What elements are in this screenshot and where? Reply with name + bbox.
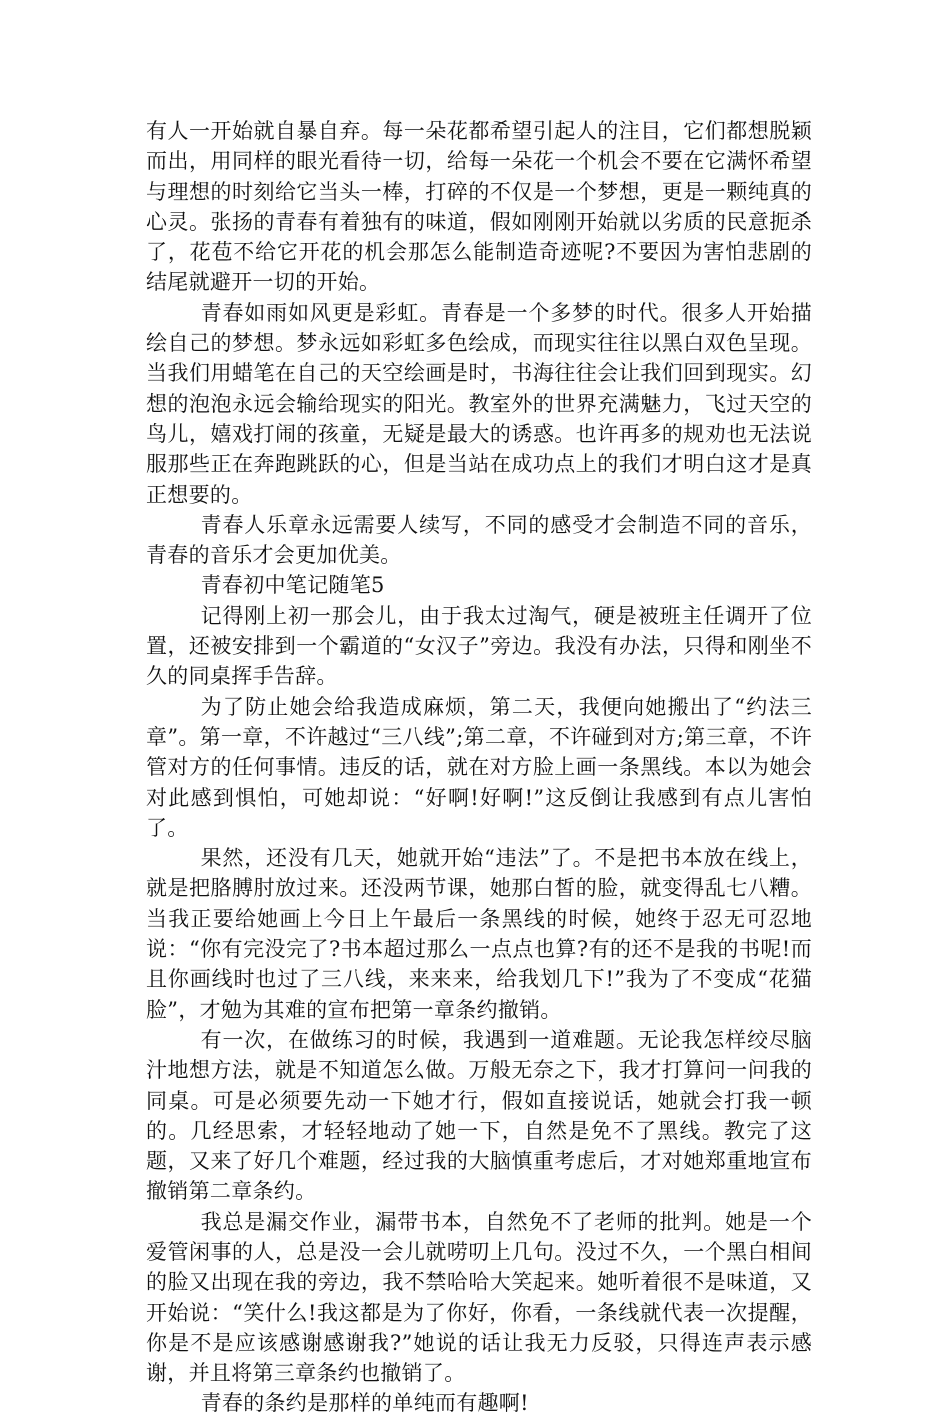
paragraph-three-rules: 为了防止她会给我造成麻烦，第二天，我便向她搬出了“约法三章”。第一章，不许越过“三八线”;第二章，不许碰到对方;第三章，不许管对方的任何事情。违反的话，就在对方脸上画一条黑线。本以为她会对此感到惧怕，可她却说：“好啊!好啊!”这反倒让我感到有点儿害怕了。: [146, 694, 812, 840]
paragraph-hard-question: 有一次，在做练习的时候，我遇到一道难题。无论我怎样绞尽脑汁地想方法，就是不知道怎么做。万般无奈之下，我才打算问一问我的同桌。可是必须要先动一下她才行，假如直接说话，她就会打我一顿的。几经思索，才轻轻地动了她一下，自然是免不了黑线。教完了这题，又来了好几个难题，经过我的大脑慎重考虑后，才对她郑重地宣布撤销第二章条约。: [146, 1027, 812, 1204]
paragraph-continuation: 有人一开始就自暴自弃。每一朵花都希望引起人的注目，它们都想脱颖而出，用同样的眼光看待一切，给每一朵花一个机会不要在它满怀希望与理想的时刻给它当头一棒，打碎的不仅是一个梦想，更是一颗纯真的心灵。张扬的青春有着独有的味道，假如刚刚开始就以劣质的民意扼杀了，花苞不给它开花的机会那怎么能制造奇迹呢?不要因为害怕悲剧的结尾就避开一切的开始。: [146, 119, 812, 295]
section-heading: 青春初中笔记随笔5: [200, 573, 385, 598]
paragraph-conclusion: 青春的条约是那样的单纯而有趣啊!: [200, 1391, 529, 1416]
paragraph-homework: 我总是漏交作业，漏带书本，自然免不了老师的批判。她是一个爱管闲事的人，总是没一会儿就唠叨上几句。没过不久，一个黑白相间的脸又出现在我的旁边，我不禁哈哈大笑起来。她听着很不是味道，又开始说：“笑什么!我这都是为了你好，你看，一条线就代表一次提醒，你是不是应该感谢感谢我?”她说的话让我无力反驳，只得连声表示感谢，并且将第三章条约也撤销了。: [146, 1209, 812, 1386]
paragraph-seat-change: 记得刚上初一那会儿，由于我太过淘气，硬是被班主任调开了位置，还被安排到一个霸道的“女汉子”旁边。我没有办法，只得和刚坐不久的同桌挥手告辞。: [146, 603, 812, 689]
paragraph-rainbow: 青春如雨如风更是彩虹。青春是一个多梦的时代。很多人开始描绘自己的梦想。梦永远如彩虹多色绘成，而现实往往以黑白双色呈现。当我们用蜡笔在自己的天空绘画是时，书海往往会让我们回到现实。幻想的泡泡永远会输给现实的阳光。教室外的世界充满魅力，飞过天空的鸟儿，嬉戏打闹的孩童，无疑是最大的诱惑。也许再多的规劝也无法说服那些正在奔跑跳跃的心，但是当站在成功点上的我们才明白这才是真正想要的。: [146, 300, 812, 507]
document-body: [146, 116, 812, 1419]
paragraph-music: 青春人乐章永远需要人续写，不同的感受才会制造不同的音乐，青春的音乐才会更加优美。: [146, 512, 812, 568]
paragraph-violation: 果然，还没有几天，她就开始“违法”了。不是把书本放在线上，就是把胳膊肘放过来。还没两节课，她那白皙的脸，就变得乱七八糟。当我正要给她画上今日上午最后一条黑线的时候，她终于忍无可忍地说：“你有完没完了?书本超过那么一点点也算?有的还不是我的书呢!而且你画线时也过了三八线，来来来，给我划几下!”我为了不变成“花猫脸”，才勉为其难的宣布把第一章条约撤销。: [146, 846, 812, 1022]
